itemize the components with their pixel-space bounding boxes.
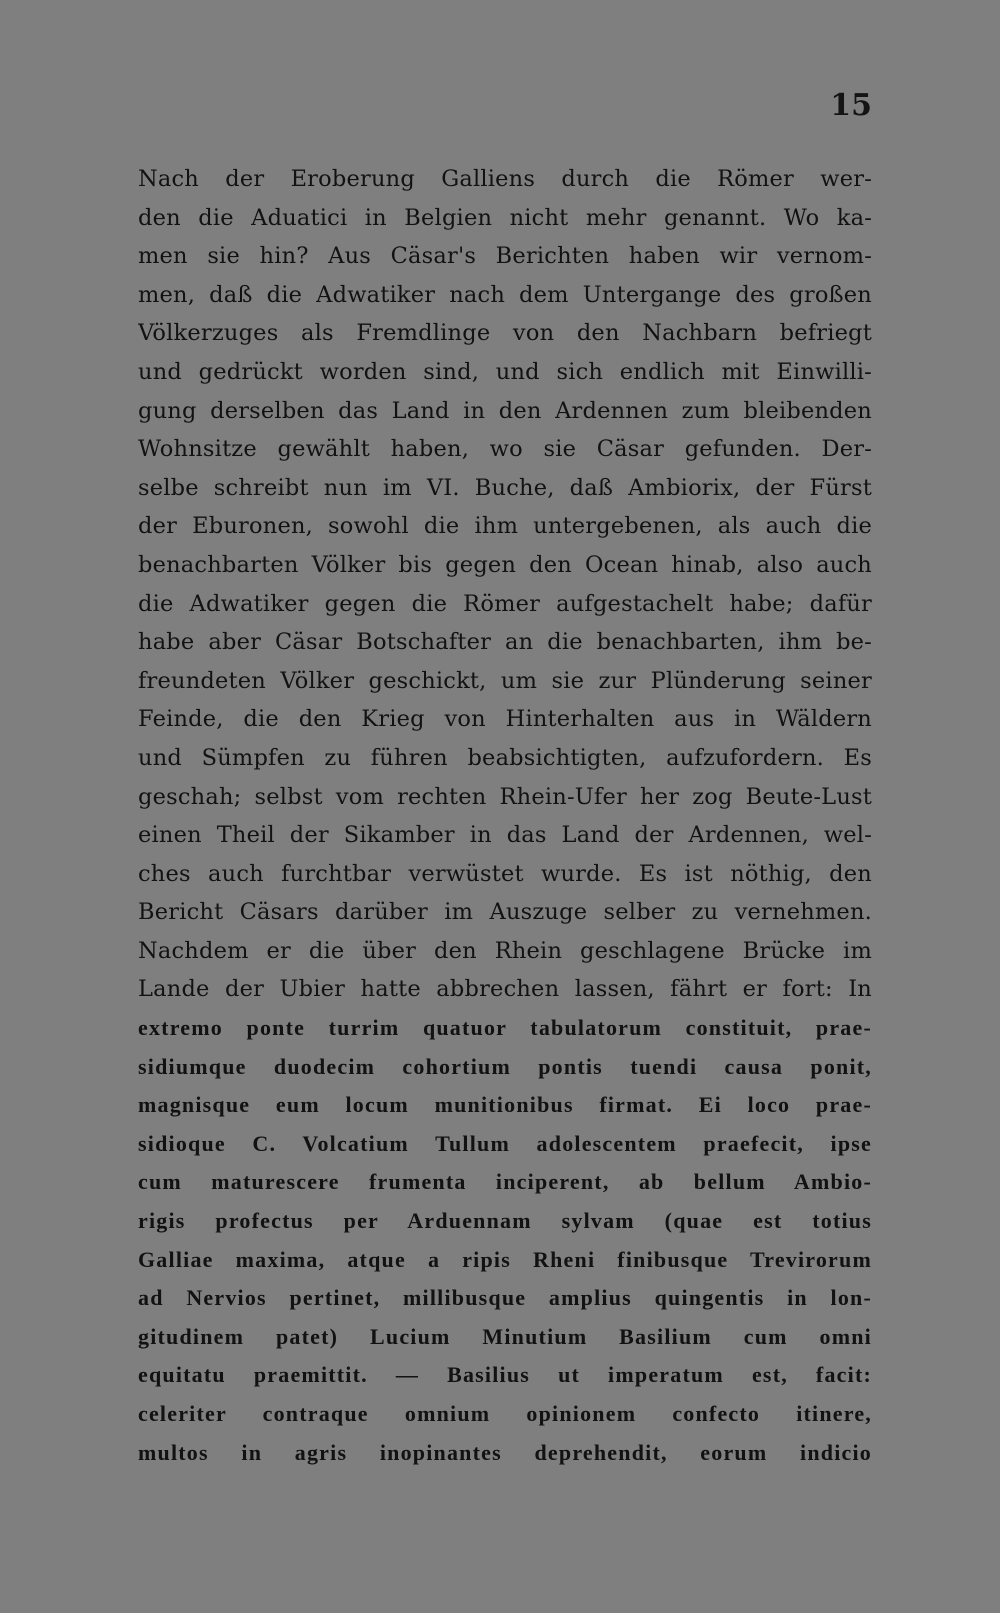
- text-line: selbe schreibt nun im VI. Buche, daß Ambiorix, der Fürst: [138, 474, 872, 501]
- text-line: sidiumque duodecim cohortium pontis tuendi causa ponit,: [138, 1053, 872, 1079]
- text-line: multos in agris inopinantes deprehendit, eorum indicio: [138, 1439, 872, 1465]
- text-line: equitatu praemittit. — Basilius ut imperatum est, facit:: [138, 1362, 872, 1388]
- text-line: Galliae maxima, atque a ripis Rheni finibusque Trevirorum: [138, 1246, 872, 1272]
- page-number: 15: [830, 88, 872, 123]
- text-line: celeriter contraque omnium opinionem confecto itinere,: [138, 1401, 872, 1426]
- text-line: extremo ponte turrim quatuor tabulatorum constituit, prae-: [138, 1015, 872, 1041]
- text-line: ches auch furchtbar verwüstet wurde. Es ist nöthig, den: [138, 860, 872, 887]
- text-line: Nachdem er die über den Rhein geschlagene Brücke im: [138, 937, 872, 964]
- text-line: men sie hin? Aus Cäsar's Berichten haben wir vernom-: [138, 243, 872, 270]
- text-line: gung derselben das Land in den Ardennen zum bleibenden: [138, 397, 872, 424]
- text-line: und gedrückt worden sind, und sich endlich mit Einwilli-: [138, 358, 872, 385]
- text-line: ad Nervios pertinet, millibusque amplius quingentis in lon-: [138, 1285, 872, 1311]
- text-line: Bericht Cäsars darüber im Auszuge selber zu vernehmen.: [138, 899, 872, 926]
- text-line: sidioque C. Volcatium Tullum adolescentem praefecit, ipse: [138, 1130, 872, 1156]
- text-line: gitudinem patet) Lucium Minutium Basilium cum omni: [138, 1323, 872, 1349]
- text-line: den die Aduatici in Belgien nicht mehr genannt. Wo ka-: [138, 204, 872, 231]
- text-line: Wohnsitze gewählt haben, wo sie Cäsar gefunden. Der-: [138, 436, 872, 463]
- text-line: die Adwatiker gegen die Römer aufgestachelt habe; dafür: [138, 590, 872, 617]
- text-line: benachbarten Völker bis gegen den Ocean hinab, also auch: [138, 551, 872, 578]
- body-text: [138, 160, 872, 1472]
- text-line: geschah; selbst vom rechten Rhein-Ufer her zog Beute-Lust: [138, 783, 872, 810]
- text-line: rigis profectus per Arduennam sylvam (quae est totius: [138, 1208, 872, 1234]
- text-line: Völkerzuges als Fremdlinge von den Nachbarn befriegt: [138, 320, 872, 347]
- text-line: magnisque eum locum munitionibus firmat. Ei loco prae-: [138, 1092, 872, 1118]
- text-line: habe aber Cäsar Botschafter an die benachbarten, ihm be-: [138, 629, 872, 656]
- text-line: Lande der Ubier hatte abbrechen lassen, fährt er fort: In: [138, 976, 872, 1003]
- text-line: und Sümpfen zu führen beabsichtigten, aufzufordern. Es: [138, 744, 872, 771]
- text-line: freundeten Völker geschickt, um sie zur Plünderung seiner: [138, 667, 872, 694]
- text-line: men, daß die Adwatiker nach dem Untergange des großen: [138, 281, 872, 308]
- text-line: einen Theil der Sikamber in das Land der Ardennen, wel-: [138, 822, 872, 849]
- text-line: cum maturescere frumenta inciperent, ab bellum Ambio-: [138, 1169, 872, 1195]
- text-line: Feinde, die den Krieg von Hinterhalten aus in Wäldern: [138, 706, 872, 733]
- text-line: Nach der Eroberung Galliens durch die Römer wer-: [138, 166, 872, 192]
- text-line: der Eburonen, sowohl die ihm untergebenen, als auch die: [138, 513, 872, 540]
